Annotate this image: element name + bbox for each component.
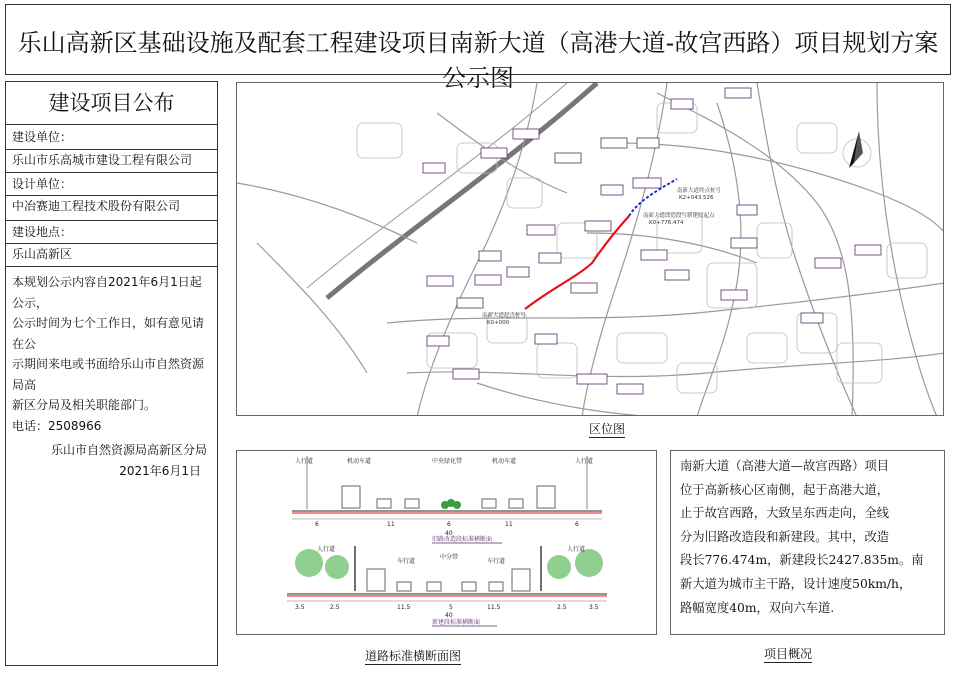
overview-text xyxy=(680,455,938,620)
mid-note: 南新大道改造段与新建段起点 xyxy=(643,213,715,219)
upper-top-label: 人行道 xyxy=(295,458,314,465)
lower-section xyxy=(287,545,607,626)
sections-drawing xyxy=(237,451,657,635)
builder-label: 建设单位： xyxy=(12,130,73,144)
lower-top-label: 车行道 xyxy=(397,558,416,565)
upper-width: 6 xyxy=(315,521,319,528)
notice-line: 新区分局及相关职能部门。 xyxy=(12,398,157,412)
upper-width: 6 xyxy=(447,521,451,528)
sections-caption: 道路标准横断面图 xyxy=(365,649,462,663)
north-arrow-icon xyxy=(843,131,871,168)
lower-width: 3.5 xyxy=(589,604,599,611)
lower-top-label: 人行道 xyxy=(567,546,586,553)
overview-line: 南新大道（高港大道—故宫西路）项目 xyxy=(680,459,890,473)
upper-width: 11 xyxy=(505,521,513,528)
upper-top-label: 机动车道 xyxy=(347,458,372,465)
location-value: 乐山高新区 xyxy=(12,247,73,261)
start-note: 南新大道起点桩号 xyxy=(482,313,527,319)
lower-width: 2.5 xyxy=(330,604,340,611)
upper-width: 11 xyxy=(387,521,395,528)
end-note: 南新大道终点桩号 xyxy=(677,188,722,194)
notice-text xyxy=(12,272,213,436)
upper-section xyxy=(292,456,602,543)
notice-line: 公示时间为七个工作日，如有意见请在公 xyxy=(12,316,205,351)
overview-line: 分为旧路改造段和新建段。其中，改造 xyxy=(680,529,890,544)
end-stake: K2+043.526 xyxy=(679,195,714,201)
page-title: 乐山高新区基础设施及配套工程建设项目南新大道（高港大道-故宫西路）项目规划方案公示图 xyxy=(17,29,939,92)
notice-line: 示期间来电或书面给乐山市自然资源局高 xyxy=(12,357,205,392)
designer-value: 中冶赛迪工程技术股份有限公司 xyxy=(12,199,181,213)
lower-width: 5 xyxy=(449,604,453,611)
median-tree-icons xyxy=(441,499,461,509)
upper-top-label: 人行道 xyxy=(575,458,594,465)
lower-width: 3.5 xyxy=(295,604,305,611)
lower-top-label: 人行道 xyxy=(317,546,336,553)
overview-line: 路幅宽度40m，双向六车道. xyxy=(680,600,835,615)
notice-phone: 电话：2508966 xyxy=(12,418,102,433)
upper-top-label: 中央绿化带 xyxy=(432,458,463,465)
builder-value: 乐山市乐高城市建设工程有限公司 xyxy=(12,153,193,167)
upper-width: 6 xyxy=(575,521,579,528)
mid-stake: K0+776.474 xyxy=(649,220,684,226)
notice-panel xyxy=(5,81,218,666)
divider xyxy=(6,266,217,267)
notice-heading: 建设项目公布 xyxy=(6,82,217,125)
title-frame xyxy=(5,4,951,92)
lower-width: 2.5 xyxy=(557,604,567,611)
lower-width: 11.5 xyxy=(397,604,411,611)
start-stake: K0+000 xyxy=(487,320,510,326)
upper-total: 40 xyxy=(445,530,453,537)
lower-top-label: 车行道 xyxy=(487,558,506,565)
lower-top-label: 中分带 xyxy=(440,554,459,561)
upper-top-label: 机动车道 xyxy=(492,458,517,465)
lower-section-label: 新建段标准横断面 xyxy=(432,619,481,626)
overview-line: 位于高新核心区南侧，起于高港大道， xyxy=(680,482,890,497)
designer-label: 设计单位： xyxy=(12,177,73,191)
place-labels xyxy=(423,88,881,394)
location-map xyxy=(236,82,944,416)
notice-line: 本规划公示内容自2021年6月1日起公示， xyxy=(12,275,202,310)
lower-width: 11.5 xyxy=(487,604,501,611)
overview-caption: 项目概况 xyxy=(764,647,813,661)
upper-section-label: 旧路改造段标准横断面 xyxy=(432,536,493,543)
map-caption: 区位图 xyxy=(589,422,626,436)
road-network xyxy=(237,83,944,416)
signer: 乐山市自然资源局高新区分局 xyxy=(50,443,207,457)
sign-date: 2021年6月1日 xyxy=(119,464,201,478)
overview-line: 段长776.474m，新建段长2427.835m。南 xyxy=(680,553,924,568)
overview-line: 新大道为城市主干路，设计速度50km/h， xyxy=(680,576,912,591)
map-drawing xyxy=(237,83,944,416)
project-overview xyxy=(670,450,945,635)
location-label: 建设地点： xyxy=(12,225,73,239)
cross-sections xyxy=(236,450,657,635)
lower-total: 40 xyxy=(445,612,453,619)
overview-line: 止于故宫西路，大致呈东西走向，全线 xyxy=(680,506,890,521)
